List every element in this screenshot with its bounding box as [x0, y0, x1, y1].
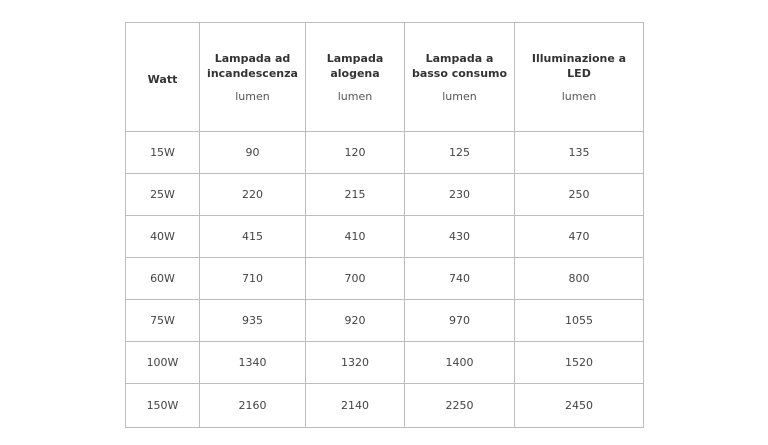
watt-cell: 40W: [126, 216, 200, 258]
halogen-cell: 215: [306, 174, 405, 216]
halogen-cell: 920: [306, 300, 405, 342]
table-row: [126, 132, 644, 174]
incandescent-cell: 935: [200, 300, 306, 342]
table-row: [126, 300, 644, 342]
watt-cell: 60W: [126, 258, 200, 300]
halogen-cell: 2140: [306, 384, 405, 428]
header-low-energy: [405, 23, 515, 132]
low-energy-cell: 970: [405, 300, 515, 342]
led-cell: 250: [515, 174, 644, 216]
header-led: [515, 23, 644, 132]
table-row: [126, 174, 644, 216]
halogen-cell: 1320: [306, 342, 405, 384]
led-cell: 1520: [515, 342, 644, 384]
incandescent-cell: 2160: [200, 384, 306, 428]
halogen-cell: 700: [306, 258, 405, 300]
header-unit: lumen: [442, 89, 477, 103]
led-cell: 800: [515, 258, 644, 300]
table-row: [126, 384, 644, 428]
low-energy-cell: 2250: [405, 384, 515, 428]
watt-cell: 15W: [126, 132, 200, 174]
low-energy-cell: 430: [405, 216, 515, 258]
low-energy-cell: 230: [405, 174, 515, 216]
header-title: Lampada alogena: [326, 51, 384, 80]
table-body: [126, 132, 644, 428]
halogen-cell: 410: [306, 216, 405, 258]
led-cell: 1055: [515, 300, 644, 342]
led-cell: 2450: [515, 384, 644, 428]
header-incandescent: [200, 23, 306, 132]
incandescent-cell: 415: [200, 216, 306, 258]
low-energy-cell: 740: [405, 258, 515, 300]
incandescent-cell: 710: [200, 258, 306, 300]
header-title: Watt: [147, 72, 178, 86]
header-row: [126, 23, 644, 132]
watt-cell: 75W: [126, 300, 200, 342]
header-unit: lumen: [235, 89, 270, 103]
incandescent-cell: 90: [200, 132, 306, 174]
low-energy-cell: 1400: [405, 342, 515, 384]
watt-cell: 100W: [126, 342, 200, 384]
incandescent-cell: 1340: [200, 342, 306, 384]
header-title: Lampada a basso consumo: [411, 51, 508, 80]
header-title: Illuminazione a LED: [531, 51, 627, 80]
low-energy-cell: 125: [405, 132, 515, 174]
header-watt: [126, 23, 200, 132]
incandescent-cell: 220: [200, 174, 306, 216]
header-unit: lumen: [337, 89, 373, 103]
table-row: [126, 258, 644, 300]
watt-cell: 25W: [126, 174, 200, 216]
led-cell: 470: [515, 216, 644, 258]
header-halogen: [306, 23, 405, 132]
halogen-cell: 120: [306, 132, 405, 174]
lumen-comparison-table-container: [125, 22, 643, 428]
table-row: [126, 216, 644, 258]
led-cell: 135: [515, 132, 644, 174]
table-row: [126, 342, 644, 384]
header-unit: lumen: [561, 89, 597, 103]
header-title: Lampada ad incandescenza: [207, 51, 298, 80]
watt-cell: 150W: [126, 384, 200, 428]
lumen-comparison-table: [125, 22, 644, 428]
